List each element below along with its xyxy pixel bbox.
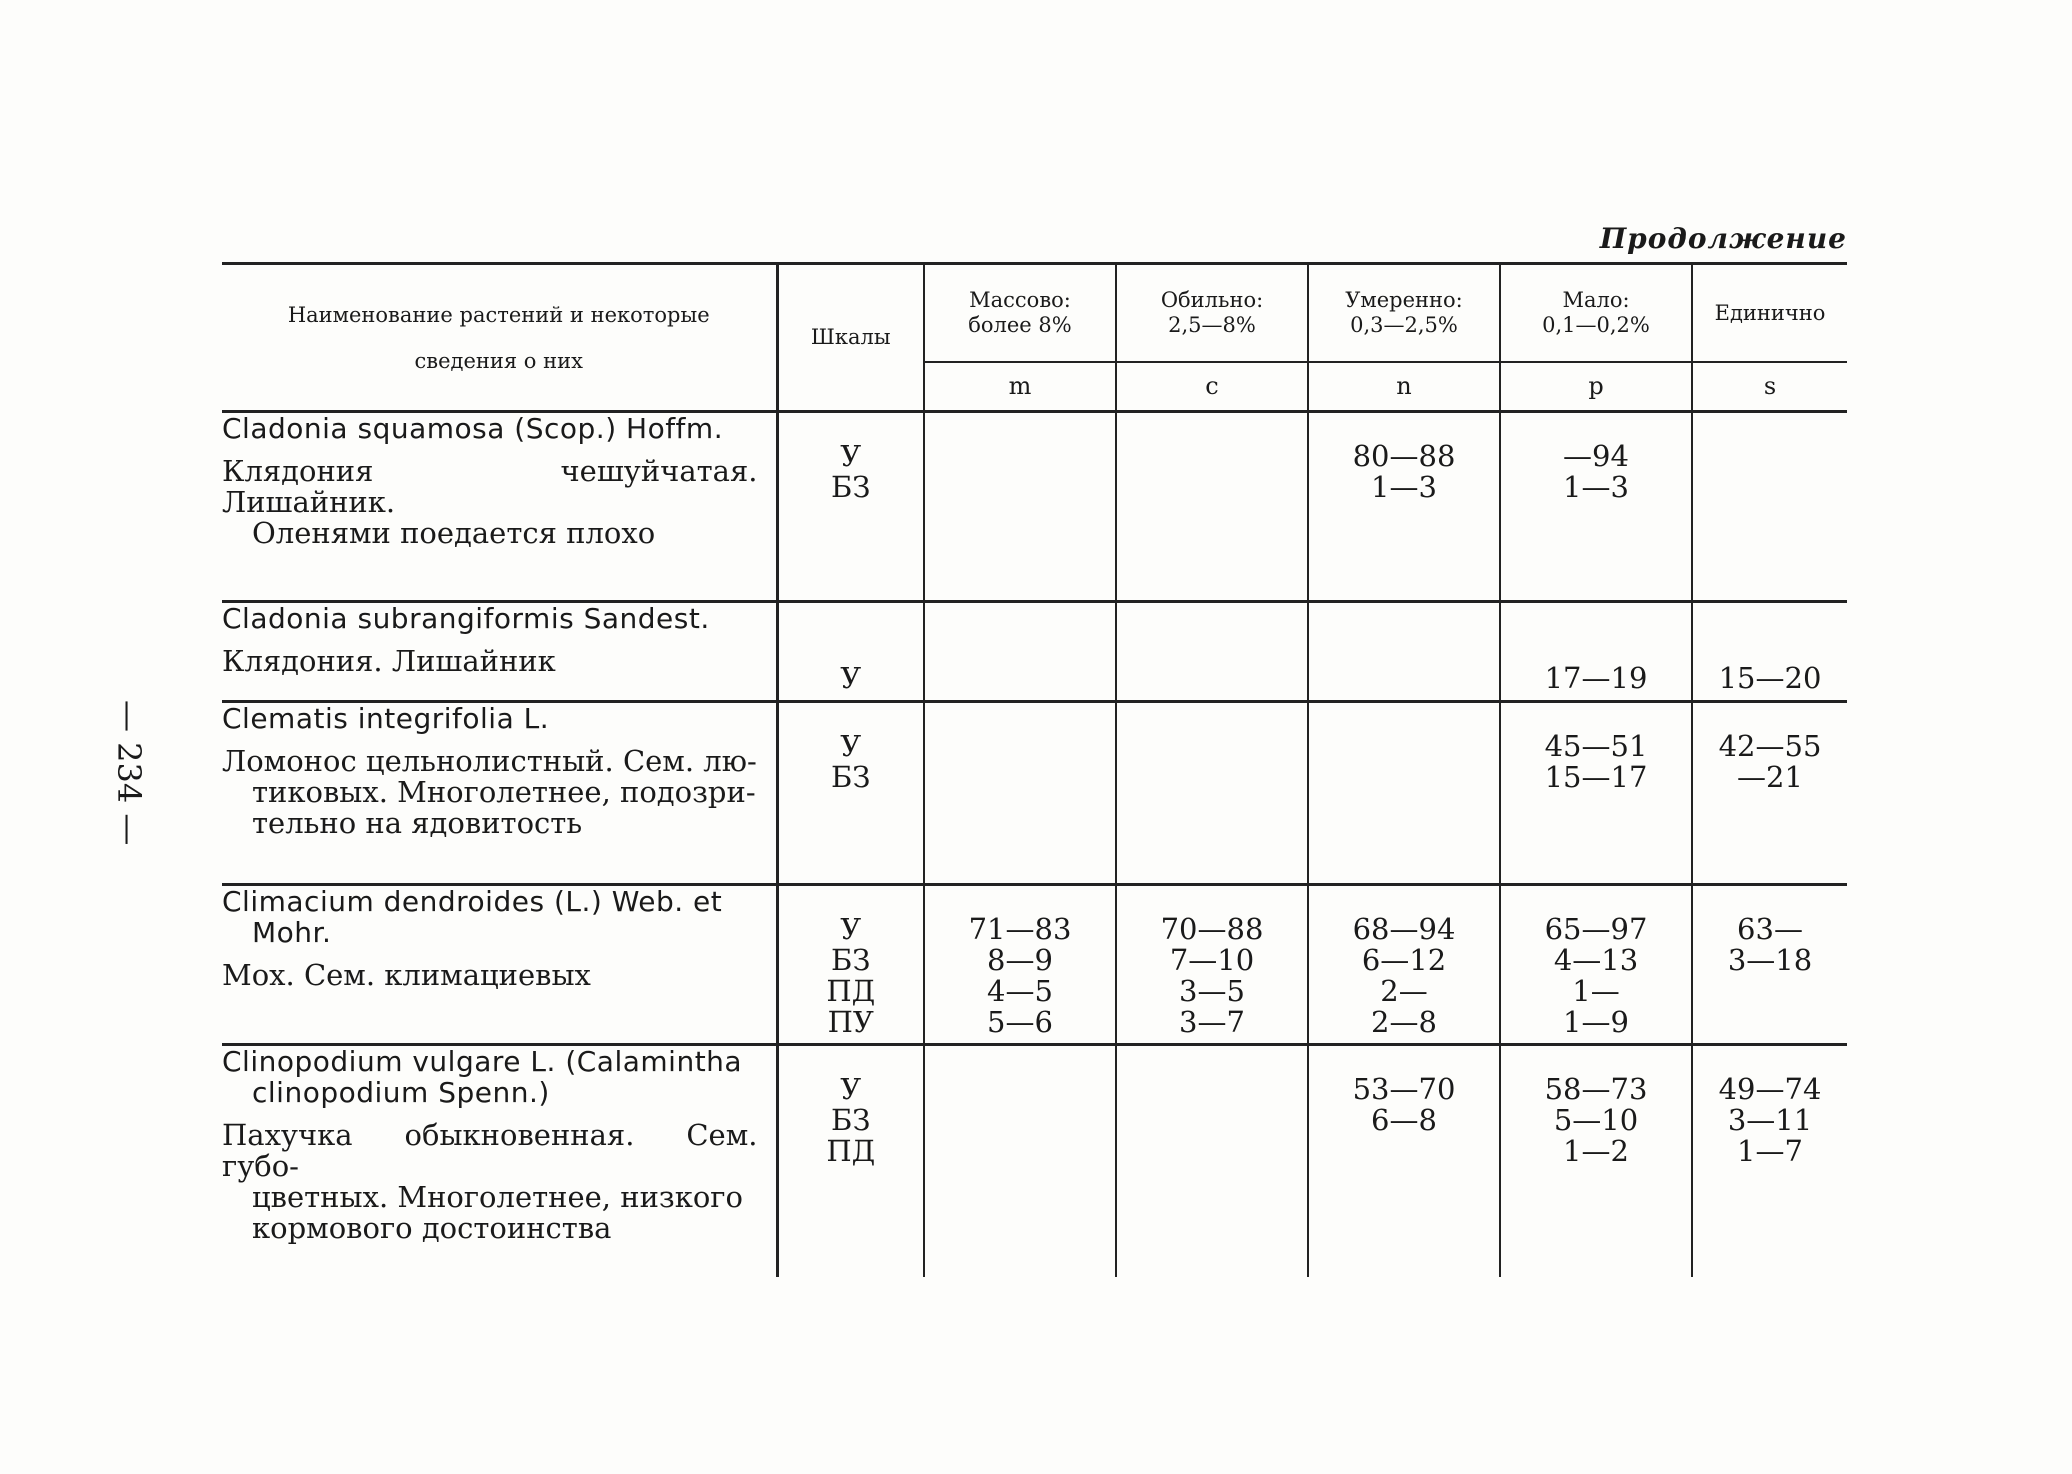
value-cell-m [924, 602, 1116, 702]
value-cell-s: 42—55 —21 [1692, 702, 1847, 885]
name-header-line1: Наименование растений и некоторые [287, 302, 710, 327]
scales-column-header: Шкалы [777, 264, 924, 412]
name-header-line2: сведения о них [414, 348, 583, 373]
scales-cell: У БЗ ПД [777, 1045, 924, 1277]
plant-abundance-table [222, 262, 1847, 1277]
value-cell-n [1308, 602, 1500, 702]
plant-description: Клядония чешуйчатая. Лишайник. Оленями поедается плохо [222, 454, 758, 550]
plant-description: Клядония. Лишайник [222, 644, 556, 678]
value-cell-n: 53—70 6—8 [1308, 1045, 1500, 1277]
table-row [222, 602, 1847, 702]
plant-description: Ломонос цельнолистный. Сем. лю- тиковых. Многолетнее, подозри- тельно на ядовитость [222, 744, 757, 840]
symbol-c: c [1116, 362, 1308, 411]
value-cell-c: 70—88 7—10 3—5 3—7 [1116, 885, 1308, 1045]
symbol-p: p [1500, 362, 1692, 411]
column-header-m: Массово: более 8% [924, 264, 1116, 363]
latin-name: Clematis integrifolia L. [222, 702, 550, 735]
value-cell-s: 49—74 3—11 1—7 [1692, 1045, 1847, 1277]
table-row [222, 885, 1847, 1045]
column-header-p: Мало: 0,1—0,2% [1500, 264, 1692, 363]
plant-name-cell [222, 702, 777, 885]
value-cell-c [1116, 702, 1308, 885]
value-cell-n: 68—94 6—12 2— 2—8 [1308, 885, 1500, 1045]
value-cell-s: 63— 3—18 [1692, 885, 1847, 1045]
value-cell-m: 71—83 8—9 4—5 5—6 [924, 885, 1116, 1045]
value-cell-m [924, 1045, 1116, 1277]
symbol-n: n [1308, 362, 1500, 411]
latin-name: Cladonia subrangiformis Sandest. [222, 602, 710, 635]
latin-name: Clinopodium vulgare L. (Calamintha clinopodium Spenn.) [222, 1045, 743, 1109]
plant-name-cell [222, 885, 777, 1045]
symbol-s: s [1692, 362, 1847, 411]
scales-cell: У [777, 602, 924, 702]
value-cell-m [924, 412, 1116, 602]
latin-name: Cladonia squamosa (Scop.) Hoffm. [222, 412, 724, 445]
table-row [222, 702, 1847, 885]
table-row [222, 1045, 1847, 1277]
symbol-m: m [924, 362, 1116, 411]
value-cell-p: 58—73 5—10 1—2 [1500, 1045, 1692, 1277]
value-cell-c [1116, 412, 1308, 602]
table-row [222, 412, 1847, 602]
value-cell-p: —94 1—3 [1500, 412, 1692, 602]
page-number: — 234 — [110, 700, 148, 846]
plant-description: Пахучка обыкновенная. Сем. губо- цветных. Многолетнее, низкого кормового достоинства [222, 1118, 758, 1245]
column-header-c: Обильно: 2,5—8% [1116, 264, 1308, 363]
value-cell-c [1116, 602, 1308, 702]
column-header-n: Умеренно: 0,3—2,5% [1308, 264, 1500, 363]
value-cell-s [1692, 412, 1847, 602]
scales-cell: У БЗ ПД ПУ [777, 885, 924, 1045]
value-cell-p: 65—97 4—13 1— 1—9 [1500, 885, 1692, 1045]
plant-description: Мох. Сем. климациевых [222, 958, 591, 992]
latin-name: Climacium dendroides (L.) Web. et Mohr. [222, 885, 723, 949]
plant-name-cell [222, 602, 777, 702]
plant-name-cell [222, 1045, 777, 1277]
value-cell-n [1308, 702, 1500, 885]
name-column-header [222, 264, 777, 412]
value-cell-p: 17—19 [1500, 602, 1692, 702]
scales-cell: У БЗ [777, 412, 924, 602]
value-cell-m [924, 702, 1116, 885]
column-header-s: Единично [1692, 264, 1847, 363]
continuation-label: Продолжение [1599, 222, 1847, 255]
value-cell-p: 45—51 15—17 [1500, 702, 1692, 885]
value-cell-n: 80—88 1—3 [1308, 412, 1500, 602]
scales-cell: У БЗ [777, 702, 924, 885]
value-cell-c [1116, 1045, 1308, 1277]
plant-name-cell [222, 412, 777, 602]
value-cell-s: 15—20 [1692, 602, 1847, 702]
